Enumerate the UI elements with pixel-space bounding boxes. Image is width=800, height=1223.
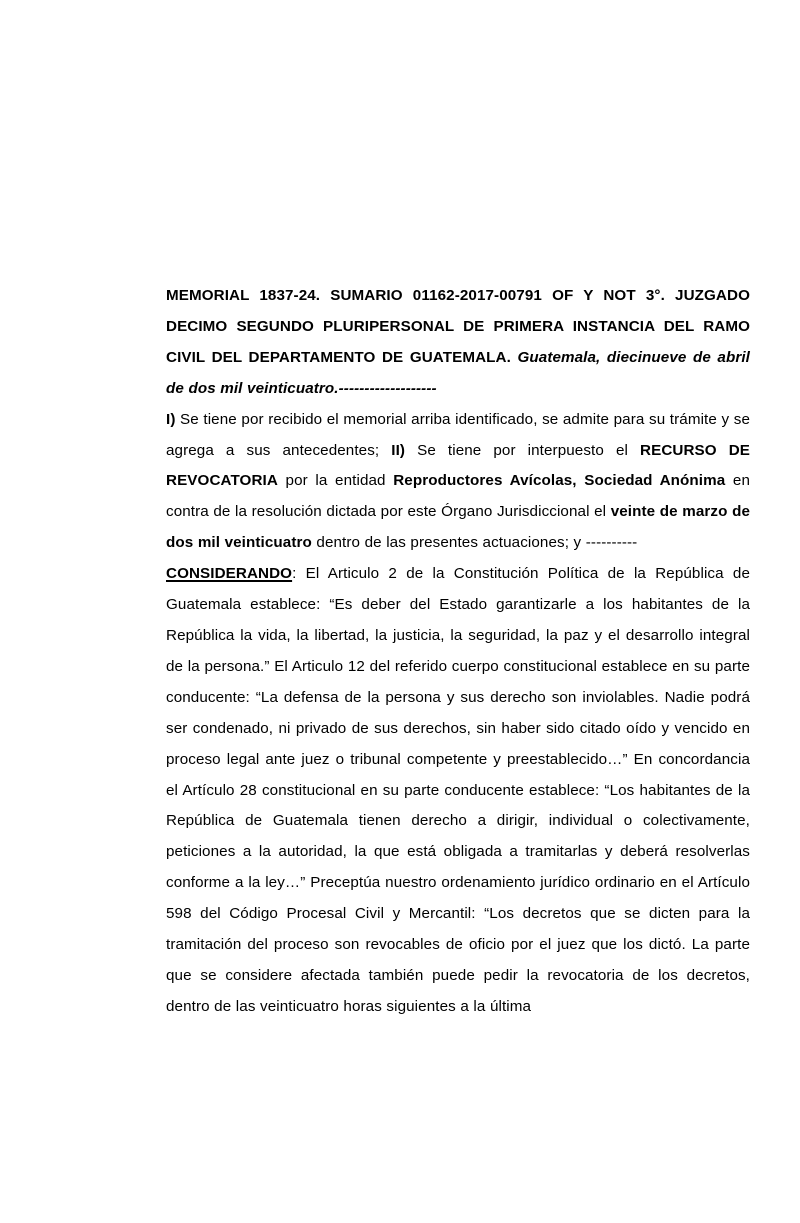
text-run: RECURSO DE REVOCATORIA <box>166 441 750 490</box>
text-run: veinte de marzo de dos mil veinticuatro <box>166 503 750 552</box>
text-run: MEMORIAL 1837-24. SUMARIO 01162-2017-00791 OF Y NOT 3°. JUZGADO DECIMO SEGUNDO PLURIPERSONAL DE PRIMERA INSTANCIA DEL RAMO CIVIL DEL DEPARTAMENTO DE GUATEMALA. <box>166 287 750 366</box>
text-run: ------------------- <box>338 379 437 397</box>
text-run: : El Articulo 2 de la Constitución Política de la República de Guatemala establece: “Es deber del Estado garantizarle a los habitantes de la República la vida, la libertad, la justicia, la seguridad, la paz y el desarrollo integral de la persona.” El Articulo 12 del referido cuerpo constitucional establece en su parte conducente: “La defensa de la persona y sus derecho son inviolables. Nadie podrá ser condenado, ni privado de sus derechos, sin haber sido citado oído y vencido en proceso legal ante juez o tribunal competente y preestablecido…” En concordancia el Artículo 28 constitucional en su parte conducente establece: “Los habitantes de la República de Guatemala tienen derecho a dirigir, individual o colectivamente, peticiones a la autoridad, la que está obligada a tramitarlas y deberá resolverlas conforme a la ley…” Preceptúa nuestro ordenamiento jurídico ordinario en el Artículo 598 del Código Procesal Civil y Mercantil: “Los decretos que se dicten para la tramitación del proceso son revocables de oficio por el juez que los dictó. La parte que se considere afectada también puede pedir la revocatoria de los decretos, dentro de las veinticuatro horas siguientes a la última <box>166 565 750 1015</box>
text-run: Se tiene por recibido el memorial arriba identificado, se admite para su trámite y se agrega a sus antecedentes; <box>166 410 750 459</box>
text-run: Se tiene por interpuesto el <box>405 441 641 459</box>
text-run: CONSIDERANDO <box>166 565 293 583</box>
text-run: por la entidad <box>277 472 394 490</box>
text-run: ---------- <box>585 534 638 552</box>
text-run: Guatemala, diecinueve de abril de dos mil veinticuatro. <box>166 348 750 397</box>
text-run: I) <box>166 410 176 428</box>
resolutive-points-paragraph <box>166 405 750 560</box>
text-run: dentro de las presentes actuaciones; y <box>311 534 586 552</box>
considerando-paragraph <box>166 559 750 1023</box>
text-run: II) <box>391 441 406 459</box>
resolution-heading-paragraph <box>166 281 750 405</box>
document-text-column <box>166 281 750 1023</box>
text-run: en contra de la resolución dictada por este Órgano Jurisdiccional el <box>166 472 750 521</box>
text-run: Reproductores Avícolas, Sociedad Anónima <box>393 472 726 490</box>
